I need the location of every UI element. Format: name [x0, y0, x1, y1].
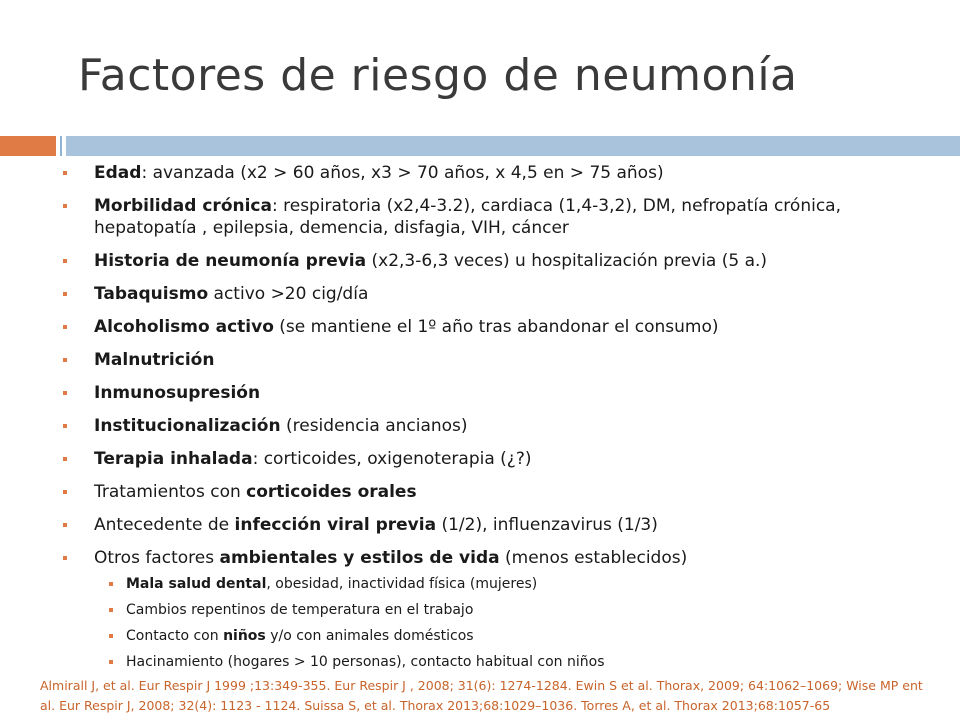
list-item: Institucionalización (residencia ancianos)	[60, 415, 940, 437]
list-item: Antecedente de infección viral previa (1/2), influenzavirus (1/3)	[60, 514, 940, 536]
risk-factor-list	[60, 162, 940, 671]
list-item: Malnutrición	[60, 349, 940, 371]
list-item: Morbilidad crónica: respiratoria (x2,4-3.2), cardiaca (1,4-3,2), DM, nefropatía crónica, hepatopatía , epilepsia, demencia, disfagia, VIH, cáncer	[60, 195, 940, 239]
title-rule-bar	[66, 136, 960, 156]
sub-list-item: Mala salud dental, obesidad, inactividad física (mujeres)	[94, 575, 940, 593]
title-rule-divider	[60, 136, 62, 156]
list-item: Inmunosupresión	[60, 382, 940, 404]
sub-factor-list	[128, 575, 940, 671]
sub-list-item: Cambios repentinos de temperatura en el trabajo	[94, 601, 940, 619]
list-item: Tratamientos con corticoides orales	[60, 481, 940, 503]
list-item: Tabaquismo activo >20 cig/día	[60, 283, 940, 305]
title-rule-accent	[0, 136, 56, 156]
list-item: Historia de neumonía previa (x2,3-6,3 veces) u hospitalización previa (5 a.)	[60, 250, 940, 272]
sub-list-item: Hacinamiento (hogares > 10 personas), contacto habitual con niños	[94, 653, 940, 671]
list-item: Otros factores ambientales y estilos de vida (menos establecidos) Mala salud dental, obesidad, inactividad física (mujeres) Cambios repentinos de temperatura en el trabajo Contacto con niños y/o con animales domésticos Hacinamiento (hogares > 10 personas), contacto habitual con niños	[60, 547, 940, 671]
references-footer: Almirall J, et al. Eur Respir J 1999 ;13:349-355. Eur Respir J , 2008; 31(6): 1274-1284. Ewin S et al. Thorax, 2009; 64:1062–1069; Wise MP ent al. Eur Respir J, 2008; 32(4): 1123 - 1124. Suissa S, et al. Thorax 2013;68:1029–1036. Torres A, et al. Thorax 2013;68:1057-65	[40, 678, 923, 713]
sub-list-item: Contacto con niños y/o con animales domésticos	[94, 627, 940, 645]
list-item: Alcoholismo activo (se mantiene el 1º año tras abandonar el consumo)	[60, 316, 940, 338]
slide-title: Factores de riesgo de neumonía	[78, 50, 798, 101]
list-item: Terapia inhalada: corticoides, oxigenoterapia (¿?)	[60, 448, 940, 470]
list-item: Edad: avanzada (x2 > 60 años, x3 > 70 años, x 4,5 en > 75 años)	[60, 162, 940, 184]
slide-content	[60, 162, 940, 679]
